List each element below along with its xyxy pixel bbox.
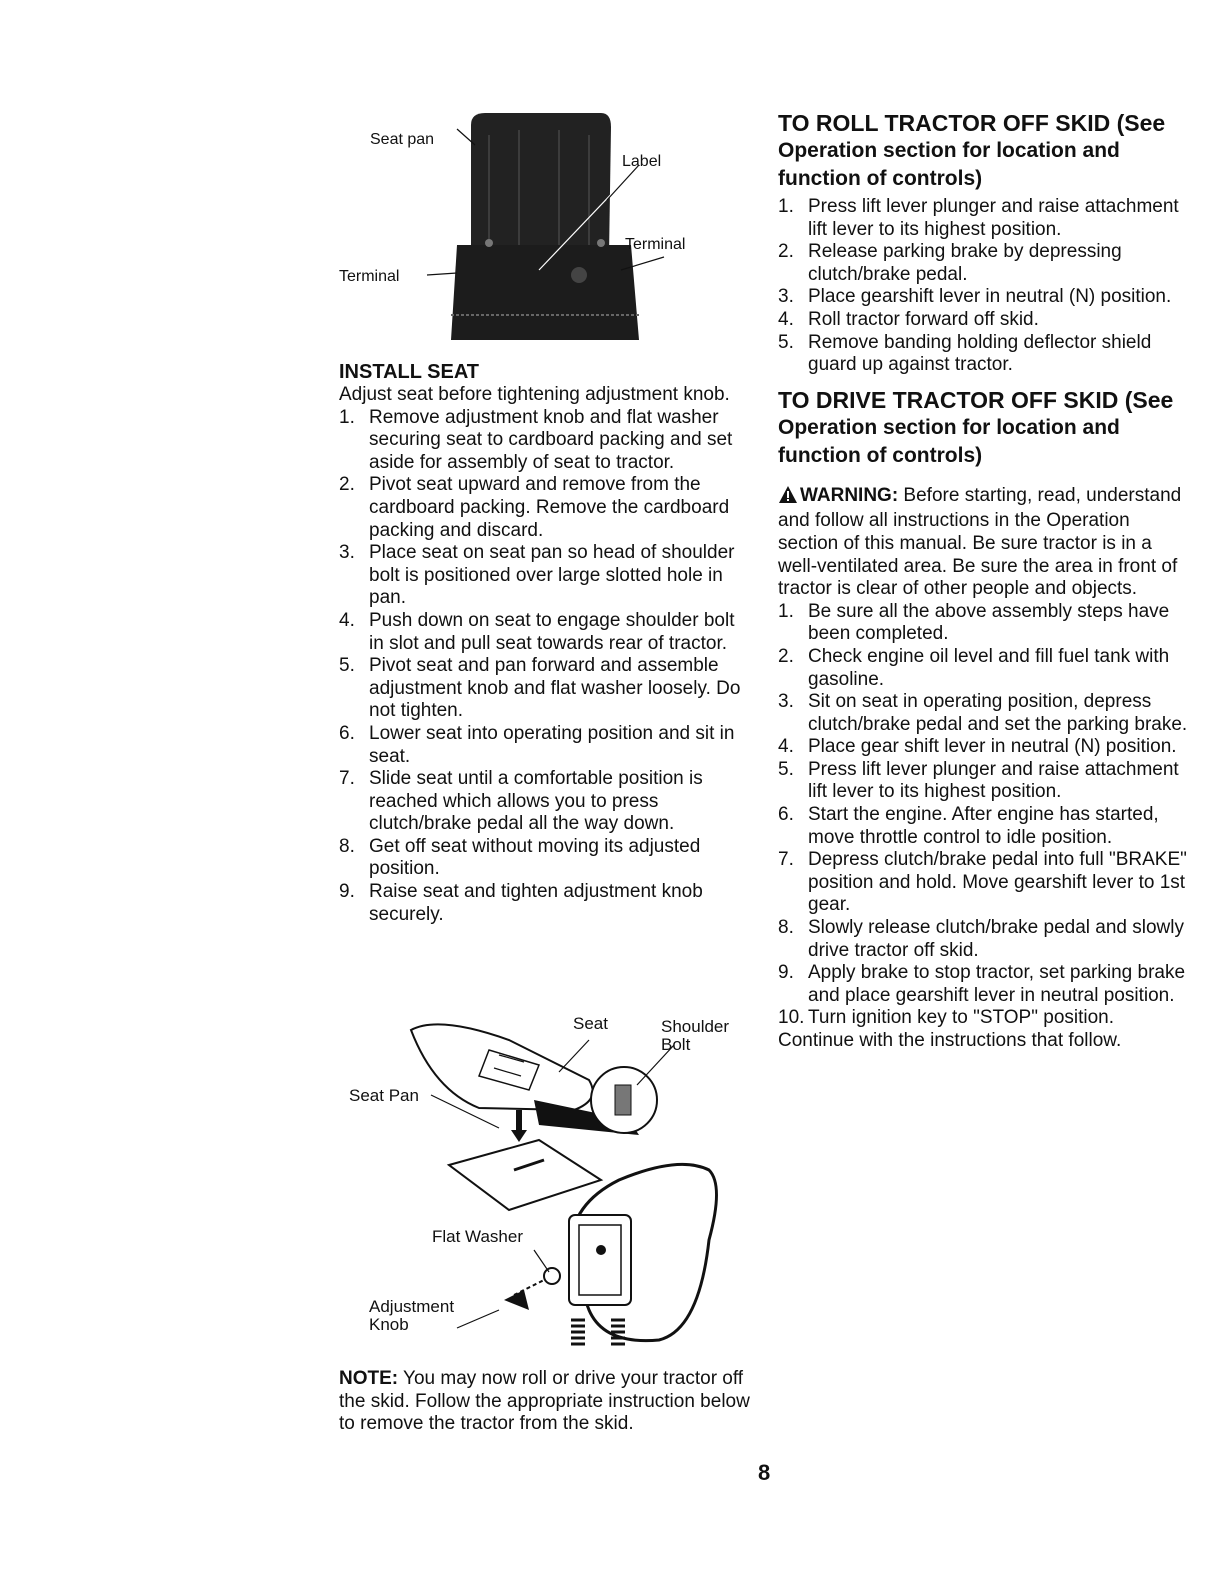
- roll-steps-list: [778, 196, 1188, 377]
- list-item: 1. Be sure all the above assembly steps have been completed.: [778, 600, 1170, 645]
- list-item: 3. Place seat on seat pan so head of shoulder bolt is positioned over large slotted hole in pan.: [339, 542, 735, 609]
- note-label: NOTE:: [339, 1368, 399, 1389]
- list-item: 6. Start the engine. After engine has started, move throttle control to idle position.: [778, 804, 1159, 848]
- note-text: You may now roll or drive your tractor off the skid. Follow the appropriate instruction below to remove the tractor from the skid.: [339, 1368, 750, 1435]
- label-terminal-left: Terminal: [339, 268, 400, 285]
- list-item: 5. Press lift lever plunger and raise attachment lift lever to its highest position.: [778, 758, 1179, 803]
- closing-text: Continue with the instructions that follow.: [778, 1030, 1122, 1051]
- label-label: Label: [622, 153, 662, 170]
- warning-triangle-icon: [778, 485, 798, 511]
- seat-assembly-figure: [339, 1010, 754, 1360]
- install-seat-heading: INSTALL SEAT: [339, 361, 479, 383]
- list-item: 2. Release parking brake by depressing clutch/brake pedal.: [778, 241, 1122, 285]
- list-item: 7. Slide seat until a comfortable position is reached which allows you to press clutch/brake pedal all the way down.: [339, 768, 703, 835]
- note-block: [339, 1368, 754, 1436]
- list-item: 9. Raise seat and tighten adjustment knob securely.: [339, 881, 703, 925]
- install-intro: Adjust seat before tightening adjustment knob.: [339, 384, 730, 405]
- warning-label: WARNING:: [800, 484, 899, 506]
- list-item: 5. Pivot seat and pan forward and assemble adjustment knob and flat washer loosely. Do not tighten.: [339, 655, 741, 722]
- right-column: [778, 110, 1188, 1053]
- drive-steps-list: [778, 601, 1188, 1030]
- list-item: 4. Roll tractor forward off skid.: [778, 308, 1039, 330]
- list-item: 10. Turn ignition key to "STOP" position.: [778, 1007, 1115, 1029]
- list-item: 6. Lower seat into operating position and sit in seat.: [339, 722, 735, 767]
- list-item: 7. Depress clutch/brake pedal into full "BRAKE" position and hold. Move gearshift lever to 1st gear.: [778, 849, 1187, 916]
- label-adjustment-knob: Adjustment Knob: [369, 1297, 455, 1334]
- label-terminal-right: Terminal: [625, 236, 686, 253]
- list-item: 3. Sit on seat in operating position, depress clutch/brake pedal and set the parking brake.: [778, 691, 1188, 735]
- list-item: 5. Remove banding holding deflector shield guard up against tractor.: [778, 331, 1152, 376]
- list-item: 1. Press lift lever plunger and raise attachment lift lever to its highest position.: [778, 196, 1179, 240]
- label-seat-pan: Seat pan: [370, 131, 435, 148]
- warning-block: [778, 485, 1188, 601]
- drive-heading: TO DRIVE TRACTOR OFF SKID (See Operation section for location and function of controls): [778, 386, 1174, 467]
- list-item: 2. Pivot seat upward and remove from the cardboard packing. Remove the cardboard packing and discard.: [339, 474, 730, 541]
- list-item: 1. Remove adjustment knob and flat washer securing seat to cardboard packing and set aside for assembly of seat to tractor.: [339, 406, 733, 473]
- label-seat-pan-bottom: Seat Pan: [349, 1086, 419, 1105]
- label-seat: Seat: [573, 1014, 608, 1033]
- list-item: 8. Slowly release clutch/brake pedal and slowly drive tractor off skid.: [778, 917, 1184, 961]
- label-shoulder-bolt: Shoulder Bolt: [661, 1017, 730, 1054]
- list-item: 8. Get off seat without moving its adjusted position.: [339, 835, 701, 880]
- list-item: 3. Place gearshift lever in neutral (N) position.: [778, 286, 1172, 308]
- list-item: 4. Place gear shift lever in neutral (N) position.: [778, 736, 1177, 758]
- list-item: 2. Check engine oil level and fill fuel tank with gasoline.: [778, 645, 1170, 690]
- left-column: [339, 360, 754, 926]
- install-steps-list: [339, 407, 754, 927]
- page-number: 8: [758, 1460, 771, 1485]
- list-item: 4. Push down on seat to engage shoulder bolt in slot and pull seat towards rear of tractor.: [339, 609, 735, 654]
- list-item: 9. Apply brake to stop tractor, set parking brake and place gearshift lever in neutral position.: [778, 962, 1186, 1006]
- roll-heading: TO ROLL TRACTOR OFF SKID (See Operation section for location and function of controls): [778, 110, 1166, 190]
- warning-text: Before starting, read, understand and follow all instructions in the Operation section of this manual. Be sure tractor is in a well-ventilated area. Be sure the area in front of tractor is clear of other people and objects.: [778, 484, 1182, 600]
- label-flat-washer: Flat Washer: [432, 1227, 524, 1246]
- seat-terminal-figure: [339, 105, 719, 350]
